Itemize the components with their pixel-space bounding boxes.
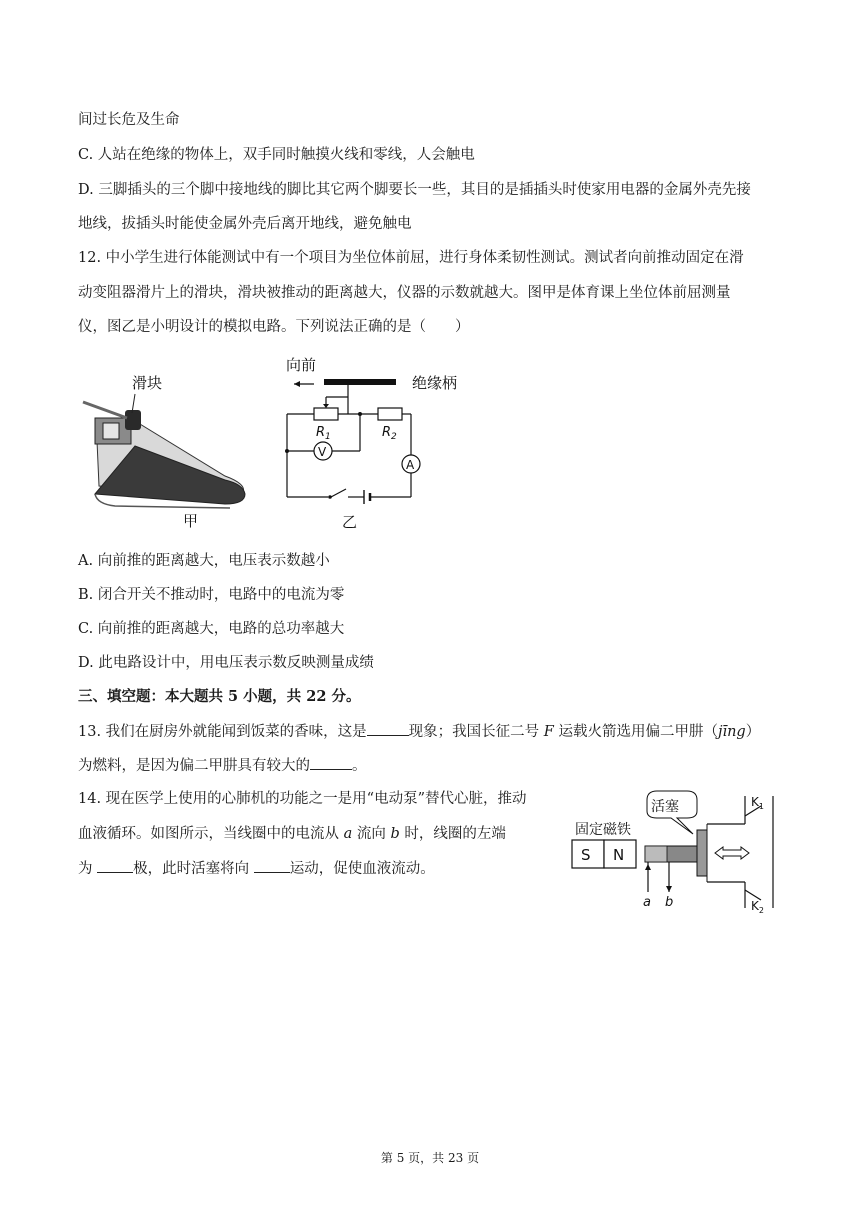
- question-14-line2: 血液循环。如图所示，当线圈中的电流从 a 流向 b 时，线圈的左端: [78, 826, 506, 842]
- answer-blank[interactable]: [367, 721, 409, 736]
- question-13-line2: 为燃料，是因为偏二甲肼具有较大的 。: [78, 755, 367, 776]
- question-12-line3: 仪，图乙是小明设计的模拟电路。下列说法正确的是（ ）: [78, 319, 470, 335]
- answer-blank[interactable]: [254, 858, 290, 873]
- piston-label: 活塞: [651, 799, 679, 815]
- page-footer: 第 5 页，共 23 页: [380, 1151, 480, 1165]
- insulated-handle: [324, 379, 396, 385]
- option-d: D. 此电路设计中，用电压表示数反映测量成绩: [78, 655, 374, 671]
- option-b: B. 闭合开关不推动时，电路中的电流为零: [78, 587, 345, 603]
- option-c-prev: C. 人站在绝缘的物体上，双手同时触摸火线和零线，人会触电: [78, 147, 475, 163]
- svg-text:N: N: [613, 846, 625, 864]
- figure-electric-pump: [565, 786, 785, 914]
- figure-jia: [75, 366, 255, 536]
- text-line: 地线，拔插头时能使金属外壳后离开地线，避免触电: [78, 216, 412, 232]
- switch: [331, 489, 346, 497]
- svg-text:a: a: [643, 895, 651, 910]
- svg-text:K1: $K_1$: [751, 795, 764, 811]
- text-line: 间过长危及生命: [78, 112, 180, 128]
- figure-yi-caption: 乙: [342, 513, 358, 531]
- forward-label: 向前: [286, 356, 317, 374]
- question-12-line1: 12. 中小学生进行体能测试中有一个项目为坐位体前屈，进行身体柔韧性测试。测试者向前推动固定在滑: [78, 250, 744, 266]
- answer-blank[interactable]: [310, 755, 352, 770]
- magnet-label: 固定磁铁: [575, 822, 631, 838]
- question-13-line1: 13. 我们在厨房外就能闻到饭菜的香味，这是 现象；我国长征二号 F 运载火箭选用偏二甲肼（jīng）: [78, 721, 760, 742]
- svg-text:R1: $R_1$: [316, 425, 331, 442]
- option-c: C. 向前推的距离越大，电路的总功率越大: [78, 621, 345, 637]
- svg-text:K2: $K_2$: [751, 899, 764, 914]
- option-d-prev: D. 三脚插头的三个脚中接地线的脚比其它两个脚要长一些，其目的是插插头时使家用电器的金属外壳先接: [78, 182, 751, 198]
- svg-text:b: b: [665, 895, 674, 910]
- svg-text:R2: $R_2$: [382, 425, 397, 442]
- piston: [697, 830, 707, 876]
- question-14-line3: 为 极，此时活塞将向 运动，促使血液流动。: [78, 858, 435, 879]
- figure-jia-caption: 甲: [183, 512, 199, 530]
- svg-text:S: S: [581, 846, 591, 864]
- slider-label: 滑块: [132, 374, 163, 392]
- question-12-line2: 动变阻器滑片上的滑块，滑块被推动的距离越大，仪器的示数就越大。图甲是体育课上坐位体前屈测量: [78, 285, 731, 301]
- question-14-line1: 14. 现在医学上使用的心肺机的功能之一是用“电动泵”替代心脏，推动: [78, 791, 527, 807]
- svg-text:V: V: [318, 445, 327, 459]
- resistor-r2: [378, 408, 402, 420]
- option-a: A. 向前推的距离越大，电压表示数越小: [78, 553, 330, 569]
- answer-blank[interactable]: [97, 858, 133, 873]
- svg-text:A: A: [406, 458, 415, 472]
- handle-label: 绝缘柄: [412, 374, 458, 392]
- resistor-r1: [314, 408, 338, 420]
- figure-yi-circuit: [278, 352, 468, 537]
- section-3-heading: 三、填空题：本大题共 5 小题，共 22 分。: [78, 688, 361, 705]
